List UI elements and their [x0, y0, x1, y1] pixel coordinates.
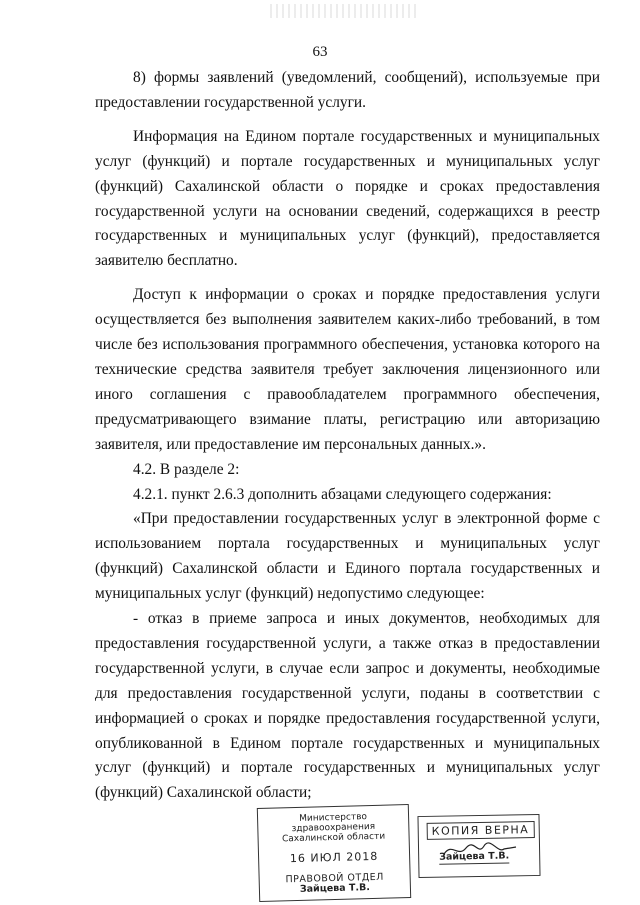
paragraph: Доступ к информации о сроках и порядке предоставления услуги осуществляется без выполнения заявителем каких-либо требований, в том числе без использования программного обеспечения, установка которого на технические средства заявителя требует заключения лицензионного или иного соглашения с правообладателем программного обеспечения, предусматривающего взимание платы, регистрацию или авторизацию заявителя, или предоставление им персональных данных.». — [95, 286, 600, 453]
copy-verified-name: Зайцева Т.В. — [439, 850, 510, 863]
ministry-stamp — [257, 804, 411, 902]
faint-header-mark — [270, 4, 420, 18]
paragraph: 8) формы заявлений (уведомлений, сообщений), используемые при предоставлении государственной услуги. — [95, 69, 600, 111]
paragraph: Информация на Едином портале государственных и муниципальных услуг (функций) и портале государственных и муниципальных услуг (функций) Сахалинской области о порядке и сроках предоставления государственной услуги на основании сведений, содержащихся в реестр государственных и муниципальных услуг (функций), предоставляется заявителю бесплатно. — [95, 127, 600, 270]
paragraph: 4.2. В разделе 2: — [133, 460, 240, 478]
copy-verified-label: КОПИЯ ВЕРНА — [427, 821, 535, 840]
paragraph: 4.2.1. пункт 2.6.3 дополнить абзацами следующего содержания: — [133, 485, 552, 503]
stamp-org-line-2: Сахалинской области — [281, 831, 386, 845]
stamp-department: ПРАВОВОЙ ОТДЕЛ — [285, 871, 384, 886]
signature — [440, 840, 520, 860]
stamp-org-line-1: Министерство здравоохранения — [291, 812, 376, 835]
paragraph: - отказ в приеме запроса и иных документов, необходимых для предоставления государственной услуги, а также отказ в предоставлении государственной услуги, в случае если запрос и документы, необходимые для предоставления государственной услуги, поданы в соответствии с информацией о сроках и порядке предоставления государственной услуги, опубликованной в Едином портале государственных и муниципальных услуг (функций) и портале государственных и муниципальных услуг (функций) Сахалинской области; — [95, 610, 600, 802]
stamp-person: Зайцева Т.В. — [299, 882, 371, 895]
page-number: 63 — [312, 44, 328, 60]
stamp-date: 16 ИЮЛ 2018 — [289, 849, 379, 866]
paragraph: «При предоставлении государственных услуг в электронной форме с использованием портала государственных и муниципальных услуг (функций) Сахалинской области и Единого портала государственных и муниципальных услуг (функций) недопустимо следующее: — [95, 510, 600, 603]
document-body — [95, 66, 600, 806]
